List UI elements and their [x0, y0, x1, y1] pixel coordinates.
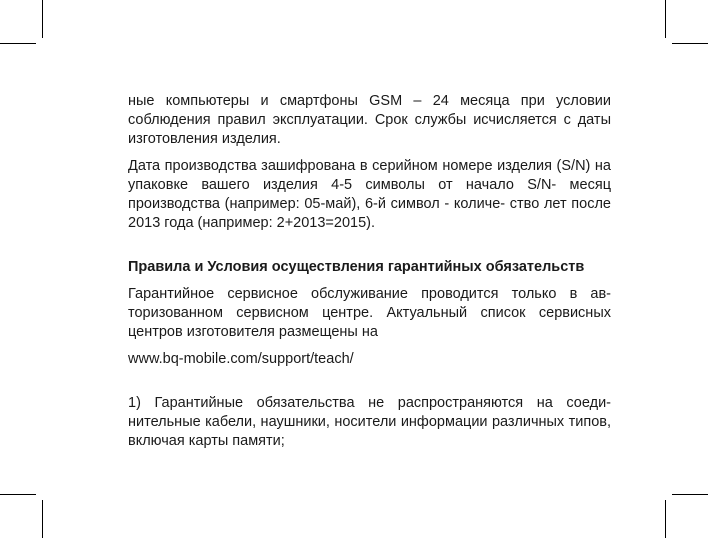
paragraph-service-centers: Гарантийное сервисное обслуживание проводится только в ав- торизованном сервисном центре. Актуальный список сервисных центров изготовителя размещены на	[128, 286, 611, 340]
crop-mark-bottom-right-vertical	[665, 500, 666, 538]
section-heading: Правила и Условия осуществления гарантийных обязательств	[128, 259, 585, 275]
paragraph-warranty-period: ные компьютеры и смартфоны GSM – 24 месяца при условии соблюдения правил эксплуатации. Срок службы исчисляется с даты изготовления изделия.	[128, 93, 611, 147]
crop-mark-top-right-horizontal	[672, 43, 708, 44]
document-body	[128, 92, 611, 451]
crop-mark-bottom-right-horizontal	[672, 494, 708, 495]
crop-mark-top-left-vertical	[42, 0, 43, 38]
support-url: www.bq-mobile.com/support/teach/	[128, 351, 354, 367]
paragraph-production-date: Дата производства зашифрована в серийном номере изделия (S/N) на упаковке вашего изделия 4-5 символы от начало S/N- месяц производства (например: 05-май), 6-й символ - количе- ство лет после 2013 года (например: 2+2013=2015).	[128, 158, 611, 231]
crop-mark-bottom-left-horizontal	[0, 494, 36, 495]
crop-mark-bottom-left-vertical	[42, 500, 43, 538]
crop-mark-top-left-horizontal	[0, 43, 36, 44]
crop-mark-top-right-vertical	[665, 0, 666, 38]
paragraph-exclusions: 1) Гарантийные обязательства не распространяются на соеди- нительные кабели, наушники, носители информации различных типов, включая карты памяти;	[128, 395, 611, 449]
